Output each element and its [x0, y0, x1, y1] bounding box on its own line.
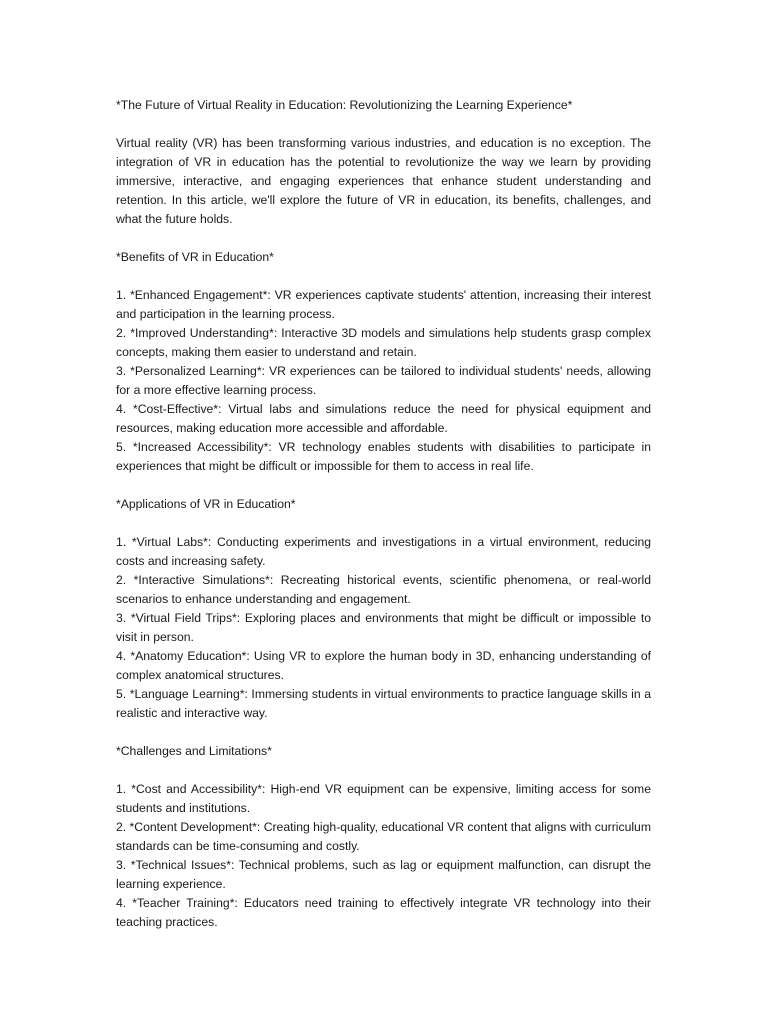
challenges-list [116, 780, 651, 932]
list-item: 3. *Virtual Field Trips*: Exploring places and environments that might be difficult or impossible to visit in person. [116, 611, 651, 644]
list-item: 5. *Increased Accessibility*: VR technology enables students with disabilities to participate in experiences that might be difficult or impossible for them to access in real life. [116, 440, 651, 473]
document-page [116, 96, 651, 951]
list-item: 3. *Technical Issues*: Technical problems, such as lag or equipment malfunction, can disrupt the learning experience. [116, 858, 651, 891]
list-item: 3. *Personalized Learning*: VR experiences can be tailored to individual students' needs, allowing for a more effective learning process. [116, 364, 651, 397]
applications-list [116, 533, 651, 723]
list-item: 4. *Cost-Effective*: Virtual labs and simulations reduce the need for physical equipment and resources, making education more accessible and affordable. [116, 402, 651, 435]
list-item: 5. *Language Learning*: Immersing students in virtual environments to practice language skills in a realistic and interactive way. [116, 687, 651, 720]
intro-paragraph: Virtual reality (VR) has been transforming various industries, and education is no exception. The integration of VR in education has the potential to revolutionize the way we learn by providing immersive, interactive, and engaging experiences that enhance student understanding and retention. In this article, we'll explore the future of VR in education, its benefits, challenges, and what the future holds. [116, 136, 651, 226]
list-item: 2. *Interactive Simulations*: Recreating historical events, scientific phenomena, or real-world scenarios to enhance understanding and engagement. [116, 573, 651, 606]
list-item: 1. *Virtual Labs*: Conducting experiments and investigations in a virtual environment, reducing costs and increasing safety. [116, 535, 651, 568]
list-item: 4. *Anatomy Education*: Using VR to explore the human body in 3D, enhancing understanding of complex anatomical structures. [116, 649, 651, 682]
section-heading-challenges: *Challenges and Limitations* [116, 744, 272, 758]
document-title: *The Future of Virtual Reality in Education: Revolutionizing the Learning Experience* [116, 98, 573, 112]
list-item: 2. *Improved Understanding*: Interactive 3D models and simulations help students grasp complex concepts, making them easier to understand and retain. [116, 326, 651, 359]
list-item: 1. *Enhanced Engagement*: VR experiences captivate students' attention, increasing their interest and participation in the learning process. [116, 288, 651, 321]
section-heading-applications: *Applications of VR in Education* [116, 497, 296, 511]
benefits-list [116, 286, 651, 476]
list-item: 1. *Cost and Accessibility*: High-end VR equipment can be expensive, limiting access for some students and institutions. [116, 782, 651, 815]
section-heading-benefits: *Benefits of VR in Education* [116, 250, 274, 264]
list-item: 4. *Teacher Training*: Educators need training to effectively integrate VR technology into their teaching practices. [116, 896, 651, 929]
list-item: 2. *Content Development*: Creating high-quality, educational VR content that aligns with curriculum standards can be time-consuming and costly. [116, 820, 651, 853]
